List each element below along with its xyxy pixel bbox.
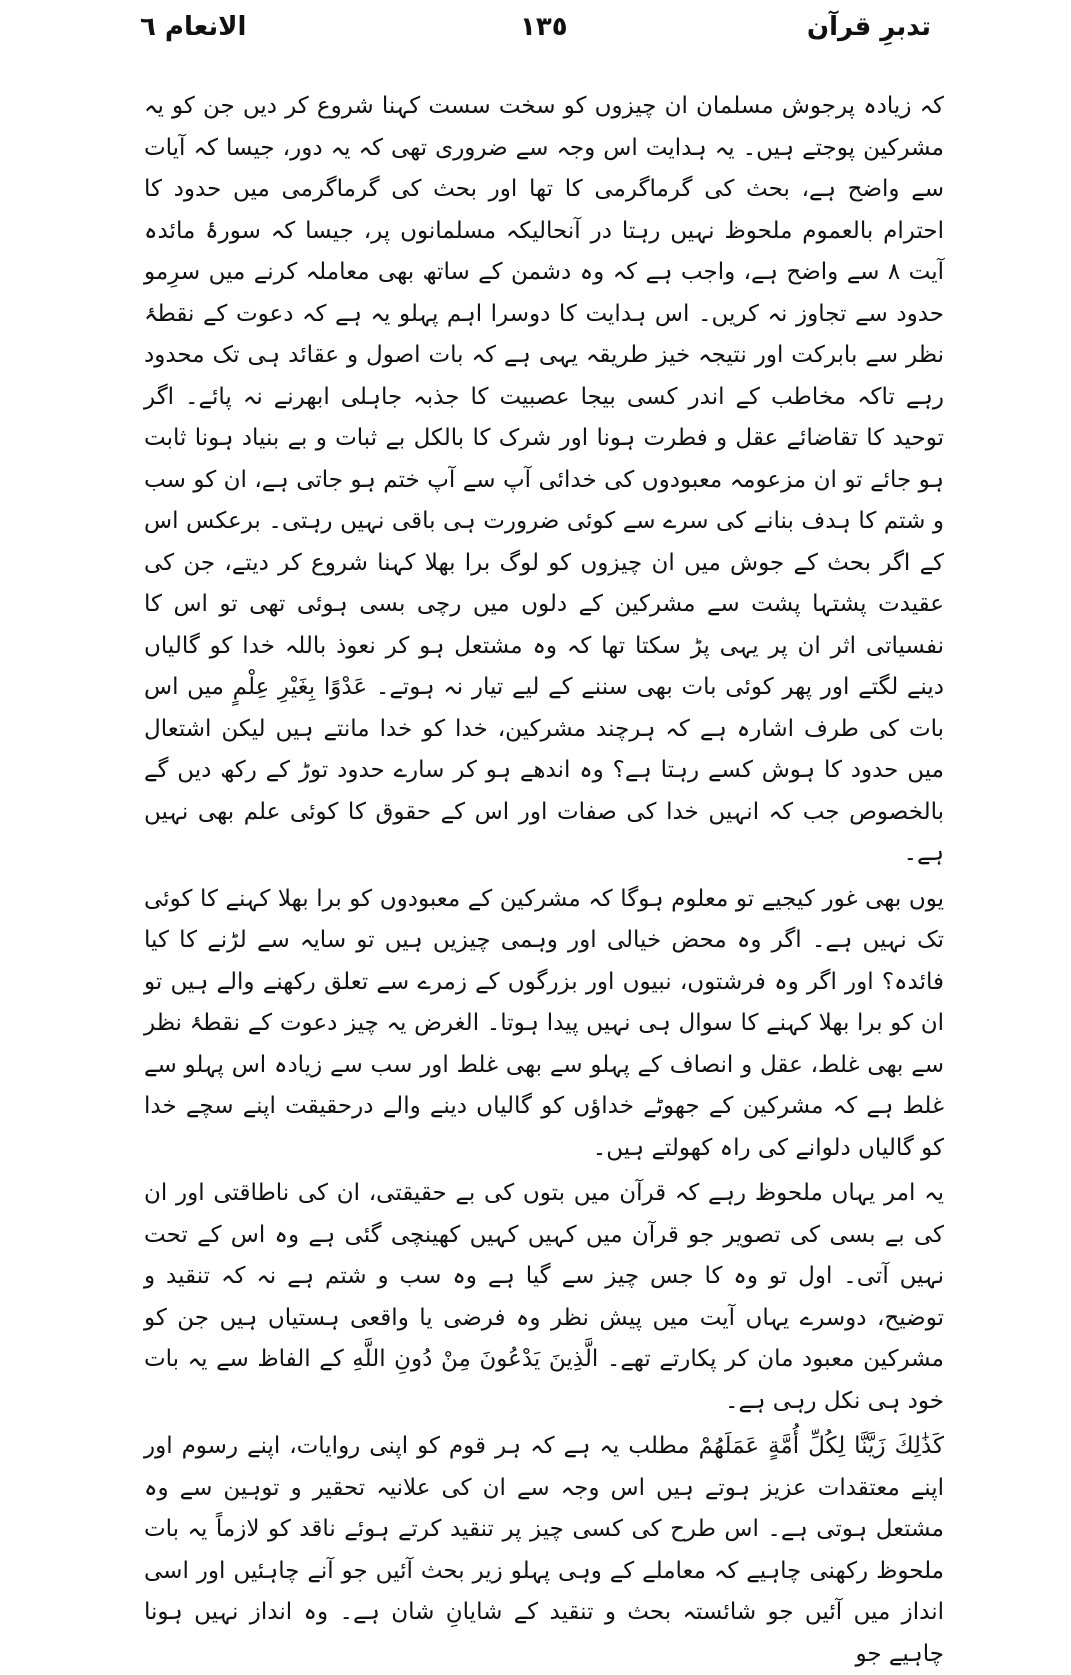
paragraph: یہ امر یہاں ملحوظ رہے کہ قرآن میں بتوں کی بے حقیقتی، ان کی ناطاقتی اور ان کی بے بسی کی تصویر جو قرآن میں کہیں کہیں کھینچی گئی ہے وہ اس کے تحت نہیں آتی۔ اول تو وہ کا جس چیز سے گیا ہے وہ سب و شتم ہے نہ کہ تنقید و توضیح، دوسرے یہاں آیت میں پیش نظر وہ فرضی یا واقعی ہستیاں ہیں جن کو مشرکین معبود مان کر پکارتے تھے۔ الَّذِينَ يَدْعُونَ مِنْ دُونِ اللَّهِ کے الفاظ سے یہ بات خود ہی نکل رہی ہے۔ [144,1180,944,1414]
paragraph: یوں بھی غور کیجیے تو معلوم ہوگا کہ مشرکین کے معبودوں کو برا بھلا کہنے کا کوئی تک نہیں ہے۔ اگر وہ محض خیالی اور وہمی چیزیں ہیں تو سایہ سے لڑنے کا کیا فائدہ؟ اور اگر وہ فرشتوں، نبیوں اور بزرگوں کے زمرے سے تعلق رکھنے والے ہیں تو ان کو برا بھلا کہنے کا سوال ہی نہیں پیدا ہوتا۔ الغرض یہ چیز دعوت کے نقطۂ نظر سے بھی غلط، عقل و انصاف کے پہلو سے بھی غلط اور سب سے زیادہ اس پہلو سے غلط ہے کہ مشرکین کے جھوٹے خداؤں کو گالیاں دینے والے درحقیقت اپنے سچے خدا کو گالیاں دلوانے کی راہ کھولتے ہیں۔ [144,885,944,1161]
page-header [140,8,931,52]
page-body [144,86,944,1675]
paragraph: كَذَٰلِكَ زَيَّنَّا لِكُلِّ أُمَّةٍ عَمَلَهُمْ مطلب یہ ہے کہ ہر قوم کو اپنی روایات، اپنے رسوم اور اپنے معتقدات عزیز ہوتے ہیں اس وجہ سے ان کی علانیہ تحقیر و توہین سے وہ مشتعل ہوتی ہے۔ اس طرح کی کسی چیز پر تنقید کرتے ہوئے ناقد کو لازماً یہ بات ملحوظ رکھنی چاہیے کہ معاملے کے وہی پہلو زیر بحث آئیں جو آنے چاہئیں اور اسی انداز میں آئیں جو شائستہ بحث و تنقید کے شایانِ شان ہے۔ وہ انداز نہیں ہونا چاہیے جو [144,1433,944,1667]
book-title: تدبرِ قرآن [806,12,931,42]
surah-name: الانعام ٦ [140,12,247,42]
paragraph: کہ زیادہ پرجوش مسلمان ان چیزوں کو سخت سست کہنا شروع کر دیں جن کو یہ مشرکین پوجتے ہیں۔ یہ ہدایت اس وجہ سے ضروری تھی کہ یہ دور، جیسا کہ آیات سے واضح ہے، بحث کی گرماگرمی کا تھا اور بحث کی گرماگرمی میں حدود کا احترام بالعموم ملحوظ نہیں رہتا در آنحالیکہ مسلمانوں پر، جیسا کہ سورۂ مائدہ آیت ۸ سے واضح ہے، واجب ہے کہ وہ دشمن کے ساتھ بھی معاملہ کرنے میں سرِمو حدود سے تجاوز نہ کریں۔ اس ہدایت کا دوسرا اہم پہلو یہ ہے کہ دعوت کے نقطۂ نظر سے بابرکت اور نتیجہ خیز طریقہ یہی ہے کہ بات اصول و عقائد ہی تک محدود رہے تاکہ مخاطب کے اندر کسی بیجا عصبیت کا جذبہ جاہلی ابھرنے نہ پائے۔ اگر توحید کا تقاضائے عقل و فطرت ہونا اور شرک کا بالکل بے ثبات و بے بنیاد ہونا ثابت ہو جائے تو ان مزعومہ معبودوں کی خدائی آپ سے آپ ختم ہو جاتی ہے، ان کو سب و شتم کا ہدف بنانے کی سرے سے کوئی ضرورت ہی باقی نہیں رہتی۔ برعکس اس کے اگر بحث کے جوش میں ان چیزوں کو لوگ برا بھلا کہنا شروع کر دیتے، جن کی عقیدت پشتہا پشت سے مشرکین کے دلوں میں رچی بسی ہوئی تھی تو اس کا نفسیاتی اثر ان پر یہی پڑ سکتا تھا کہ وہ مشتعل ہو کر نعوذ باللہ خدا کو گالیاں دینے لگتے اور پھر کوئی بات بھی سننے کے لیے تیار نہ ہوتے۔ عَدْوًا بِغَيْرِ عِلْمٍ میں اس بات کی طرف اشارہ ہے کہ ہرچند مشرکین، خدا کو خدا مانتے ہیں لیکن اشتعال میں حدود کا ہوش کسے رہتا ہے؟ وہ اندھے ہو کر سارے حدود توڑ کے رکھ دیں گے بالخصوص جب کہ انہیں خدا کی صفات اور اس کے حقوق کا کوئی علم بھی نہیں ہے۔ [144,93,945,866]
page-number: ١٣٥ [520,12,568,42]
